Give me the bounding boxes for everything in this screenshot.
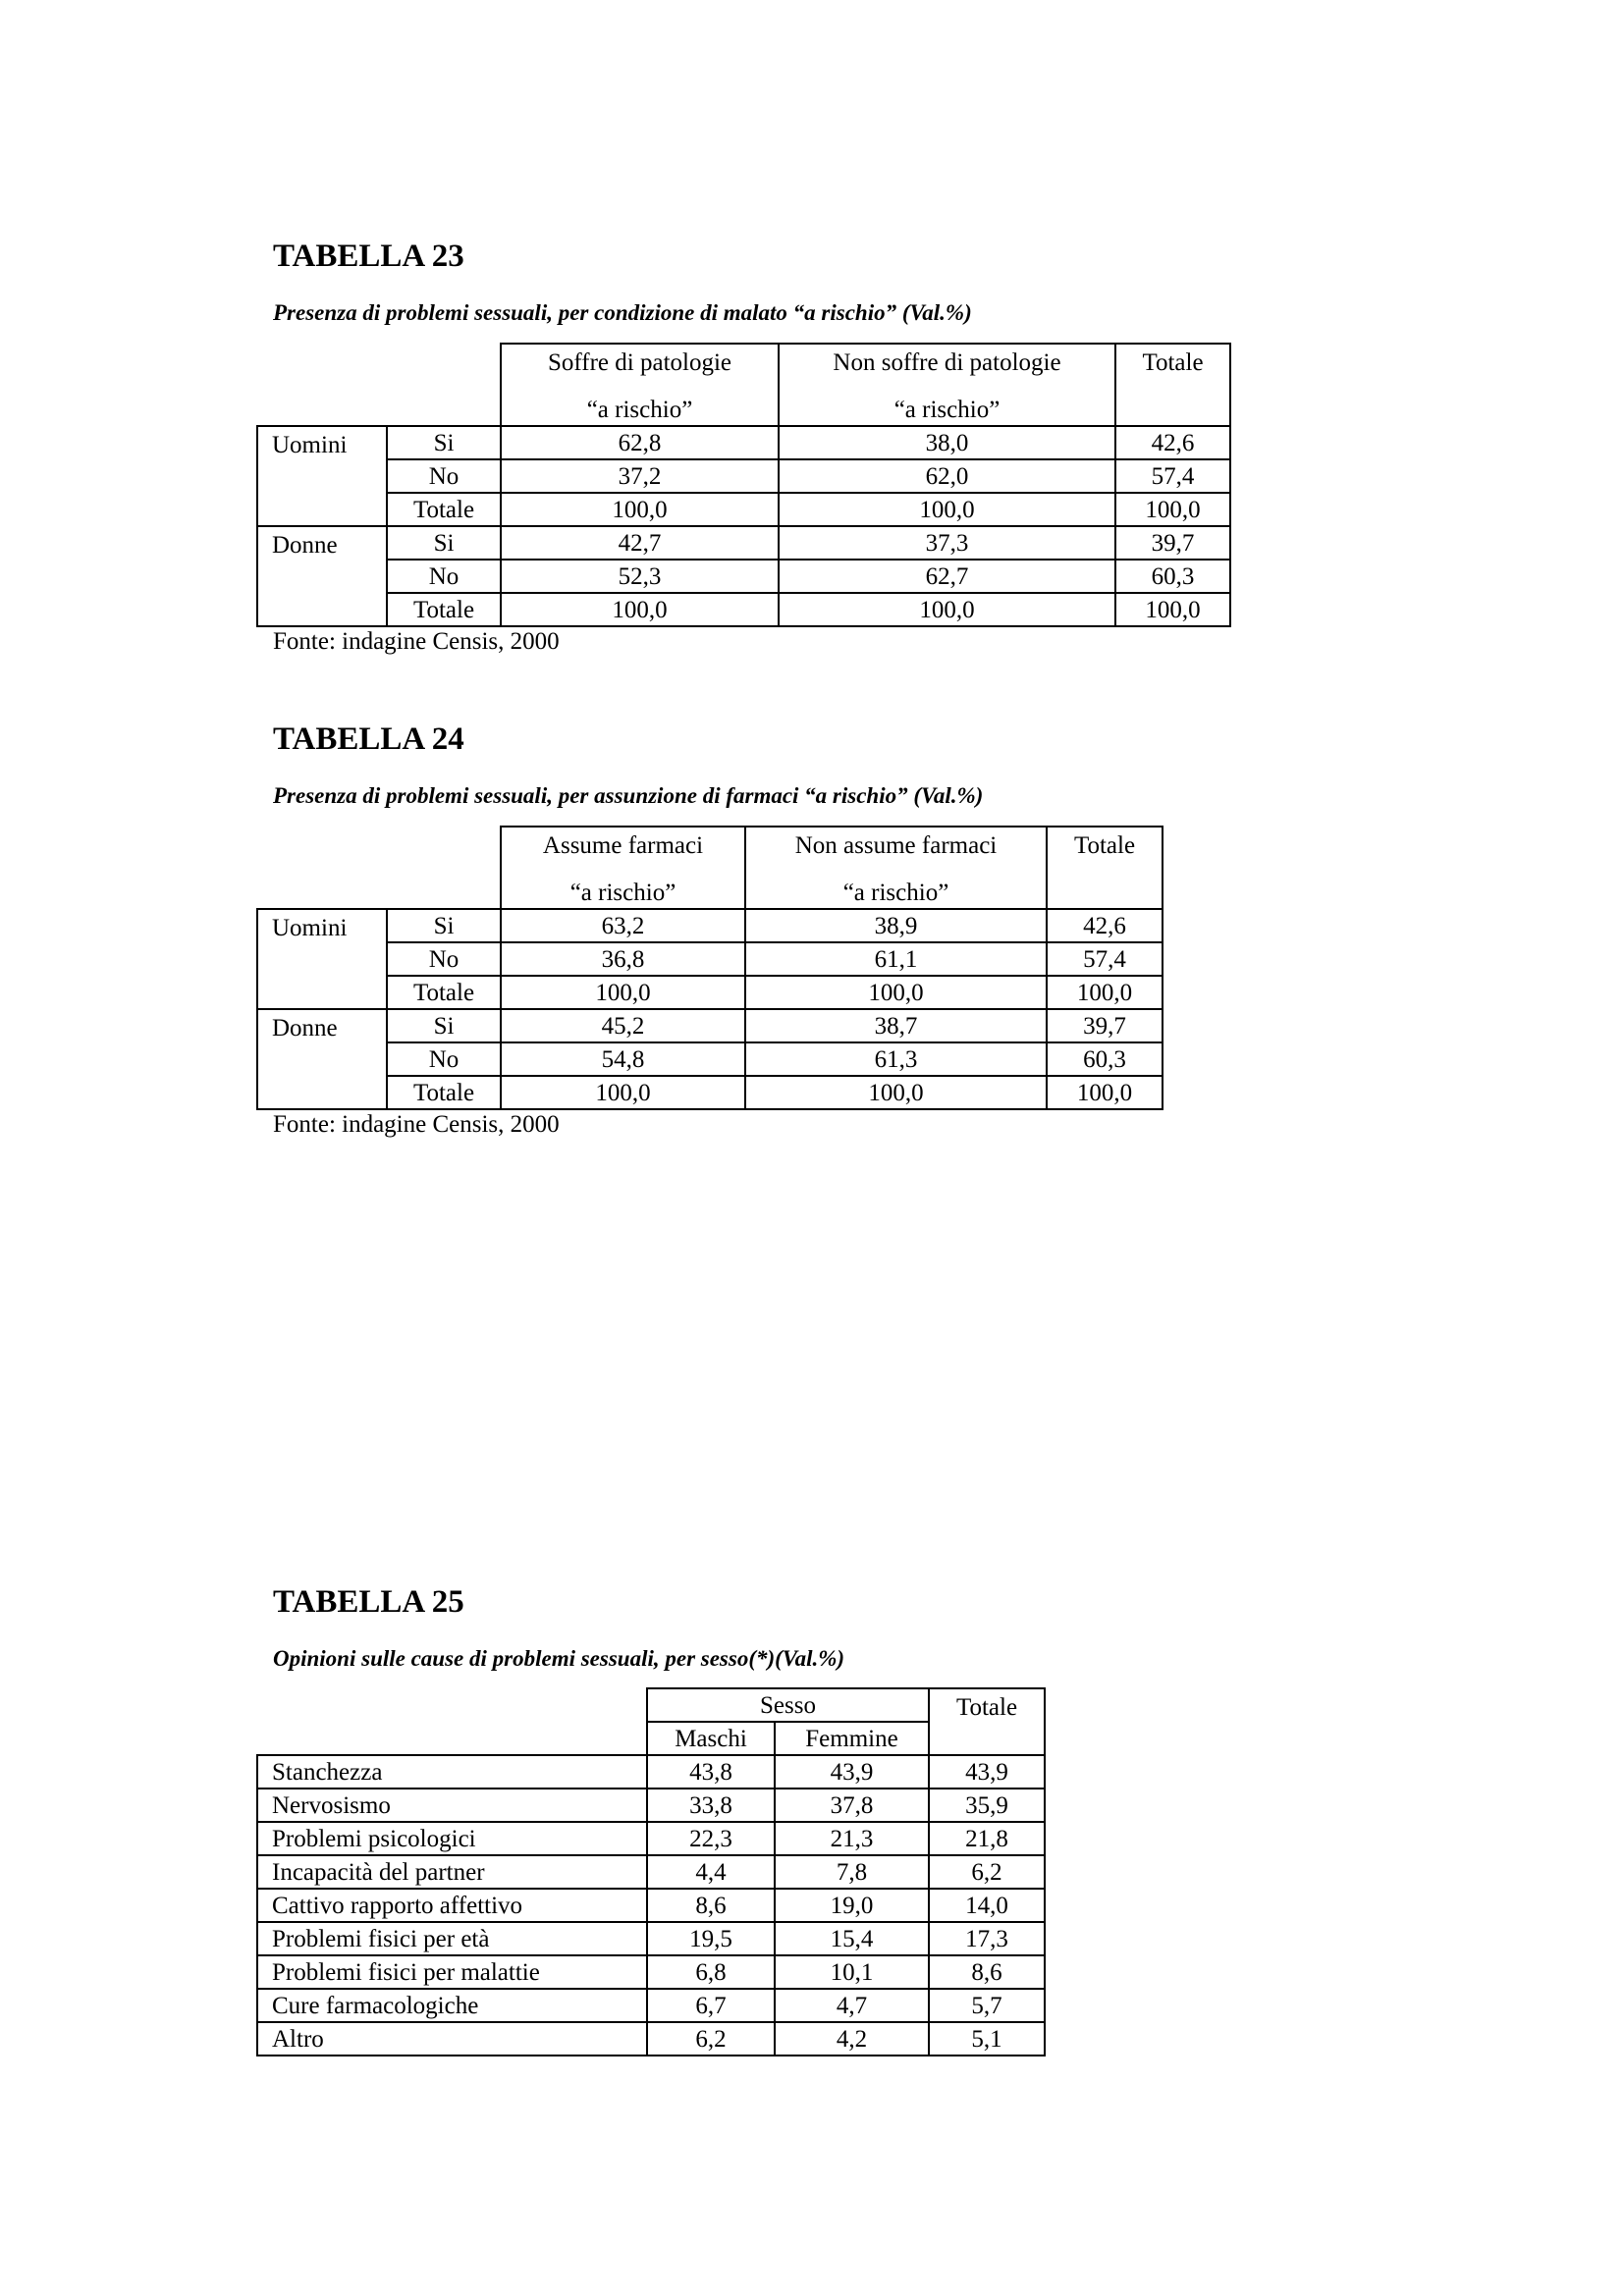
cell: 57,4 bbox=[1047, 942, 1163, 976]
table-24-heading: TABELLA 24 bbox=[273, 721, 464, 757]
table-row bbox=[257, 1755, 1045, 1789]
group-label: Uomini bbox=[257, 426, 387, 526]
row-label: Si bbox=[387, 909, 501, 942]
group-label: Uomini bbox=[257, 909, 387, 1009]
cell: 42,6 bbox=[1047, 909, 1163, 942]
cell: 62,8 bbox=[501, 426, 779, 459]
cell: 61,3 bbox=[745, 1042, 1047, 1076]
column-header-line2: “a rischio” bbox=[893, 397, 1001, 423]
table-row bbox=[257, 493, 1230, 526]
table-row bbox=[257, 909, 1163, 942]
cell: 100,0 bbox=[501, 976, 745, 1009]
cell: 5,7 bbox=[929, 1989, 1045, 2022]
row-label: Problemi fisici per malattie bbox=[257, 1955, 647, 1989]
column-header bbox=[1047, 827, 1163, 909]
row-label: Totale bbox=[387, 976, 501, 1009]
row-label: Incapacità del partner bbox=[257, 1855, 647, 1889]
cell: 100,0 bbox=[1047, 1076, 1163, 1109]
row-label: Si bbox=[387, 1009, 501, 1042]
table-23-source: Fonte: indagine Censis, 2000 bbox=[273, 628, 560, 655]
table-25-heading: TABELLA 25 bbox=[273, 1584, 464, 1620]
column-header-femmine: Femmine bbox=[775, 1722, 929, 1755]
cell: 8,6 bbox=[647, 1889, 775, 1922]
cell: 100,0 bbox=[1115, 493, 1230, 526]
table-header-row bbox=[257, 344, 1230, 426]
table-row bbox=[257, 1889, 1045, 1922]
table-row bbox=[257, 526, 1230, 560]
cell: 100,0 bbox=[779, 593, 1115, 626]
cell: 37,3 bbox=[779, 526, 1115, 560]
row-label: No bbox=[387, 459, 501, 493]
cell: 100,0 bbox=[501, 1076, 745, 1109]
row-label: Problemi fisici per età bbox=[257, 1922, 647, 1955]
table-23-heading: TABELLA 23 bbox=[273, 239, 464, 274]
table-24 bbox=[256, 826, 1163, 1110]
column-header-line1: Totale bbox=[1142, 349, 1204, 376]
cell: 7,8 bbox=[775, 1855, 929, 1889]
cell: 6,8 bbox=[647, 1955, 775, 1989]
cell: 100,0 bbox=[1115, 593, 1230, 626]
row-label: Si bbox=[387, 426, 501, 459]
cell: 4,7 bbox=[775, 1989, 929, 2022]
cell: 52,3 bbox=[501, 560, 779, 593]
table-23 bbox=[256, 343, 1231, 627]
row-label: Cure farmacologiche bbox=[257, 1989, 647, 2022]
row-label: Stanchezza bbox=[257, 1755, 647, 1789]
table-row bbox=[257, 1822, 1045, 1855]
column-header-line2: “a rischio” bbox=[586, 397, 693, 423]
cell: 37,2 bbox=[501, 459, 779, 493]
row-label: Totale bbox=[387, 1076, 501, 1109]
cell: 14,0 bbox=[929, 1889, 1045, 1922]
table-header-row bbox=[257, 827, 1163, 909]
cell: 6,2 bbox=[647, 2022, 775, 2056]
cell: 38,9 bbox=[745, 909, 1047, 942]
cell: 100,0 bbox=[745, 1076, 1047, 1109]
cell: 19,5 bbox=[647, 1922, 775, 1955]
row-label: Totale bbox=[387, 593, 501, 626]
column-header bbox=[1115, 344, 1230, 426]
header-blank bbox=[257, 1688, 647, 1722]
table-row bbox=[257, 976, 1163, 1009]
row-label: Si bbox=[387, 526, 501, 560]
header-blank bbox=[257, 827, 501, 909]
cell: 63,2 bbox=[501, 909, 745, 942]
table-row bbox=[257, 560, 1230, 593]
column-header-line2: “a rischio” bbox=[569, 880, 676, 906]
row-label: Cattivo rapporto affettivo bbox=[257, 1889, 647, 1922]
cell: 4,4 bbox=[647, 1855, 775, 1889]
table-row bbox=[257, 1955, 1045, 1989]
row-label: Nervosismo bbox=[257, 1789, 647, 1822]
cell: 62,7 bbox=[779, 560, 1115, 593]
cell: 100,0 bbox=[779, 493, 1115, 526]
header-blank bbox=[257, 344, 501, 426]
table-row bbox=[257, 1855, 1045, 1889]
table-row bbox=[257, 942, 1163, 976]
row-label: No bbox=[387, 560, 501, 593]
cell: 42,6 bbox=[1115, 426, 1230, 459]
cell: 42,7 bbox=[501, 526, 779, 560]
header-blank bbox=[257, 1722, 647, 1755]
column-header-maschi: Maschi bbox=[647, 1722, 775, 1755]
cell: 100,0 bbox=[745, 976, 1047, 1009]
cell: 22,3 bbox=[647, 1822, 775, 1855]
cell: 15,4 bbox=[775, 1922, 929, 1955]
row-label: Totale bbox=[387, 493, 501, 526]
table-row bbox=[257, 1009, 1163, 1042]
cell: 60,3 bbox=[1047, 1042, 1163, 1076]
table-24-caption: Presenza di problemi sessuali, per assunzione di farmaci “a rischio” (Val.%) bbox=[273, 783, 984, 808]
table-23-caption: Presenza di problemi sessuali, per condizione di malato “a rischio” (Val.%) bbox=[273, 300, 972, 325]
table-row bbox=[257, 1922, 1045, 1955]
cell: 4,2 bbox=[775, 2022, 929, 2056]
cell: 60,3 bbox=[1115, 560, 1230, 593]
row-label: Problemi psicologici bbox=[257, 1822, 647, 1855]
cell: 38,7 bbox=[745, 1009, 1047, 1042]
cell: 62,0 bbox=[779, 459, 1115, 493]
cell: 6,2 bbox=[929, 1855, 1045, 1889]
cell: 100,0 bbox=[501, 593, 779, 626]
cell: 45,2 bbox=[501, 1009, 745, 1042]
cell: 57,4 bbox=[1115, 459, 1230, 493]
cell: 39,7 bbox=[1115, 526, 1230, 560]
table-24-source: Fonte: indagine Censis, 2000 bbox=[273, 1111, 560, 1138]
column-header-line1: Non assume farmaci bbox=[794, 832, 998, 859]
cell: 100,0 bbox=[1047, 976, 1163, 1009]
group-label: Donne bbox=[257, 1009, 387, 1109]
cell: 100,0 bbox=[501, 493, 779, 526]
table-row bbox=[257, 459, 1230, 493]
cell: 21,8 bbox=[929, 1822, 1045, 1855]
cell: 37,8 bbox=[775, 1789, 929, 1822]
group-label: Donne bbox=[257, 526, 387, 626]
table-row bbox=[257, 426, 1230, 459]
table-row bbox=[257, 1789, 1045, 1822]
column-header-line2: “a rischio” bbox=[842, 880, 949, 906]
cell: 43,9 bbox=[775, 1755, 929, 1789]
table-subheader-row bbox=[257, 1722, 1045, 1755]
cell: 19,0 bbox=[775, 1889, 929, 1922]
cell: 6,7 bbox=[647, 1989, 775, 2022]
table-row bbox=[257, 593, 1230, 626]
cell: 10,1 bbox=[775, 1955, 929, 1989]
cell: 35,9 bbox=[929, 1789, 1045, 1822]
column-header bbox=[779, 344, 1115, 426]
table-row bbox=[257, 1989, 1045, 2022]
cell: 17,3 bbox=[929, 1922, 1045, 1955]
row-label: Altro bbox=[257, 2022, 647, 2056]
row-label: No bbox=[387, 942, 501, 976]
cell: 61,1 bbox=[745, 942, 1047, 976]
cell: 54,8 bbox=[501, 1042, 745, 1076]
table-row bbox=[257, 2022, 1045, 2056]
cell: 21,3 bbox=[775, 1822, 929, 1855]
table-row bbox=[257, 1042, 1163, 1076]
cell: 8,6 bbox=[929, 1955, 1045, 1989]
table-25-caption: Opinioni sulle cause di problemi sessuali, per sesso(*)(Val.%) bbox=[273, 1646, 845, 1671]
cell: 43,8 bbox=[647, 1755, 775, 1789]
column-header-line1: Non soffre di patologie bbox=[833, 349, 1061, 376]
group-header-sesso: Sesso bbox=[647, 1688, 929, 1722]
column-header-line1: Totale bbox=[1073, 832, 1136, 859]
column-header bbox=[501, 344, 779, 426]
table-header-row bbox=[257, 1688, 1045, 1722]
column-header-line1: Soffre di patologie bbox=[548, 349, 731, 376]
table-row bbox=[257, 1076, 1163, 1109]
cell: 36,8 bbox=[501, 942, 745, 976]
cell: 38,0 bbox=[779, 426, 1115, 459]
row-label: No bbox=[387, 1042, 501, 1076]
table-25 bbox=[256, 1687, 1046, 2056]
cell: 33,8 bbox=[647, 1789, 775, 1822]
cell: 43,9 bbox=[929, 1755, 1045, 1789]
column-header-totale: Totale bbox=[929, 1688, 1045, 1755]
column-header bbox=[501, 827, 745, 909]
column-header-line1: Assume farmaci bbox=[542, 832, 704, 859]
cell: 5,1 bbox=[929, 2022, 1045, 2056]
cell: 39,7 bbox=[1047, 1009, 1163, 1042]
column-header bbox=[745, 827, 1047, 909]
